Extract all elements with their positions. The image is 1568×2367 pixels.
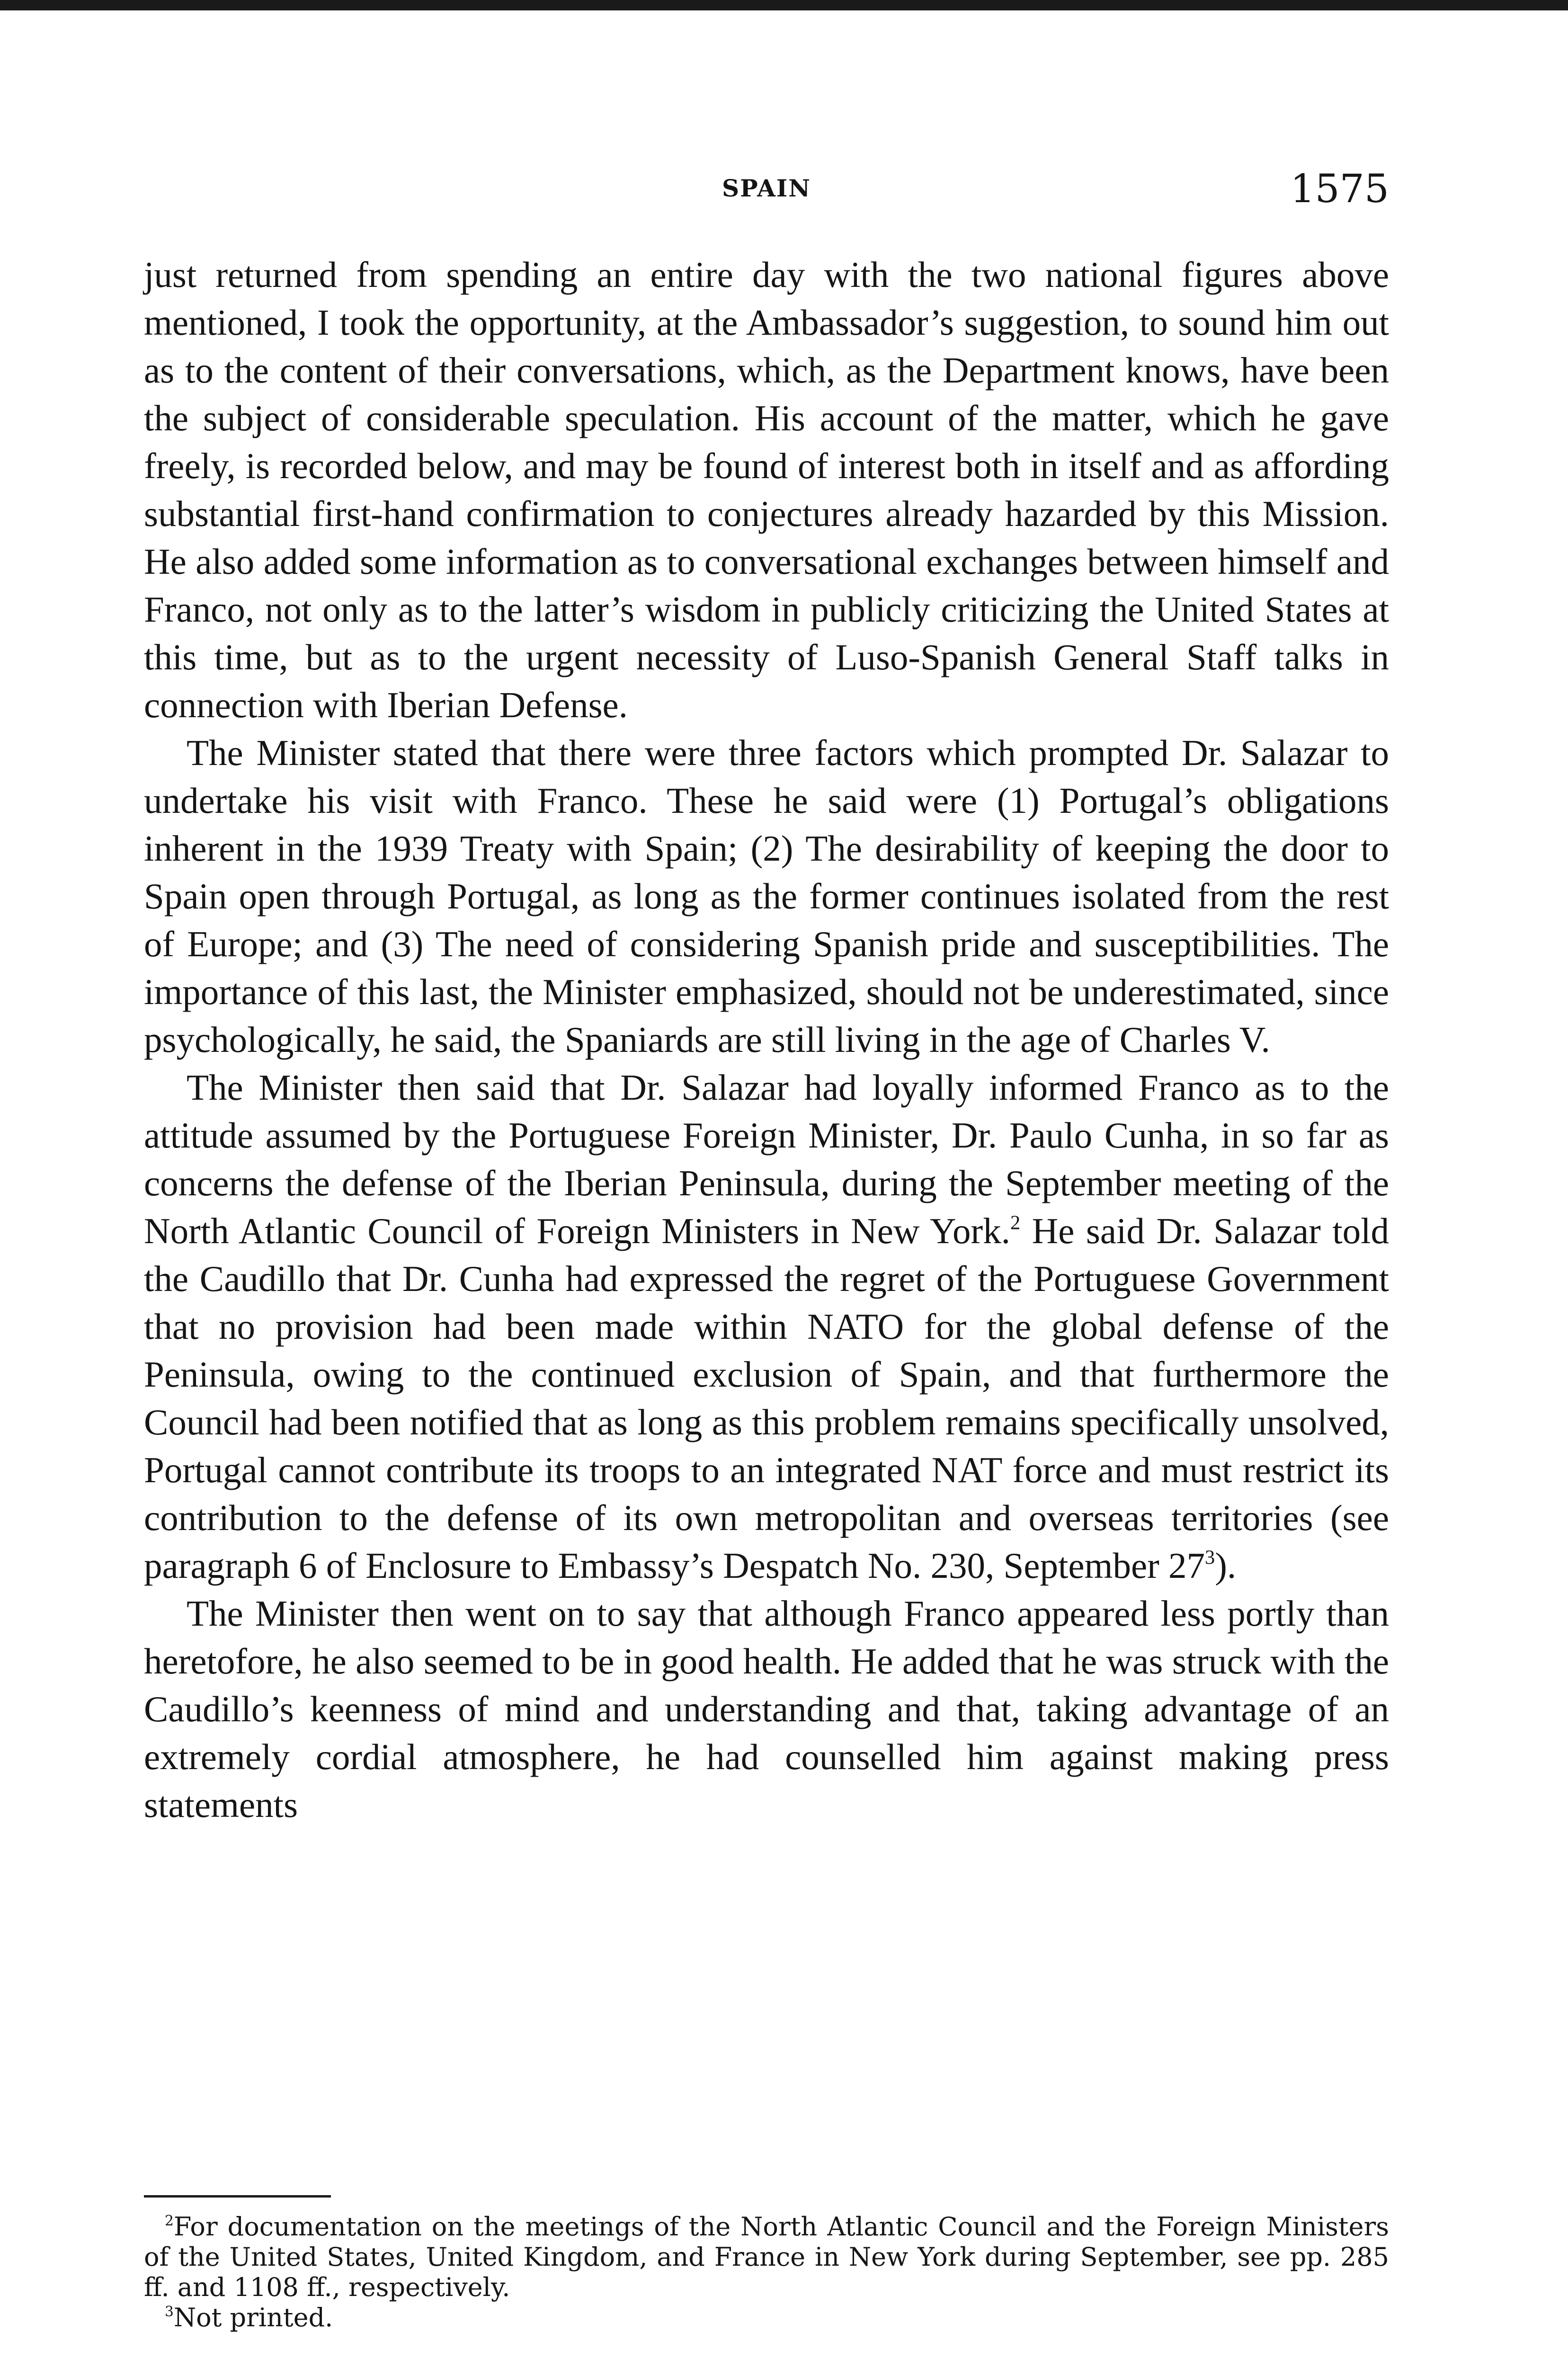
page-number: 1575 — [1290, 167, 1389, 212]
footnotes — [144, 2212, 1389, 2333]
body-text — [144, 251, 1389, 1829]
paragraph-1: just returned from spending an entire day with the two national figures above mentioned, I took the opportunity, at the Ambassador’s suggestion, to sound him out as to the content of their conversations, which, as the Department knows, have been the subject of considerable speculation. His account of the matter, which he gave freely, is recorded below, and may be found of interest both in itself and as affording substantial first-hand confirmation to conjectures already hazarded by this Mission. He also added some information as to conversational exchanges between himself and Franco, not only as to the latter’s wisdom in publicly criticizing the United States at this time, but as to the urgent necessity of Luso-Spanish General Staff talks in connection with Iberian Defense. — [144, 254, 1389, 725]
page-header — [144, 167, 1389, 214]
paragraph-4: The Minister then went on to say that although Franco appeared less portly than heretofore, he also seemed to be in good health. He added that he was struck with the Caudillo’s keenness of mind and understanding and that, taking advantage of an extremely cordial atmosphere, he had counselled him against making press statements — [144, 1593, 1389, 1825]
footnote-2-text: For documentation on the meetings of the North Atlantic Council and the Foreign Ministers of the United States, United Kingdom, and France in New York during September, see pp. 285 ff. and 1108 ff., respectively. — [144, 2212, 1389, 2302]
footnote-marker-3: 3 — [165, 2304, 174, 2321]
paragraph-3-part-3: ). — [1215, 1545, 1237, 1586]
footnote-reference-3: 3 — [1205, 1546, 1215, 1569]
footnote-reference-2: 2 — [1010, 1211, 1021, 1234]
document-page — [144, 0, 1389, 2367]
paragraph-3 — [144, 1064, 1389, 1590]
running-head: SPAIN — [722, 174, 811, 202]
paragraph-3-part-1: The Minister then said that Dr. Salazar had loyally informed Franco as to the attitude assumed by the Portuguese Foreign Minister, Dr. Paulo Cunha, in so far as concerns the defense of the Iberian Peninsula, during the September meeting of the North Atlantic Council of Foreign Ministers in New York. — [144, 1067, 1389, 1251]
footnote-3 — [144, 2303, 1389, 2333]
footnote-separator — [144, 2195, 331, 2198]
paragraph-3-part-2: He said Dr. Salazar told the Caudillo that Dr. Cunha had expressed the regret of the Portuguese Government that no provision had been made within NATO for the global defense of the Peninsula, owing to the continued exclusion of Spain, and that furthermore the Council had been notified that as long as this problem remains specifically unsolved, Portugal cannot contribute its troops to an integrated NAT force and must restrict its contribution to the defense of its own metropolitan and overseas territories (see paragraph 6 of Enclosure to Embassy’s Despatch No. 230, September 27 — [144, 1210, 1389, 1586]
footnote-2 — [144, 2212, 1389, 2303]
footnote-3-text: Not printed. — [173, 2303, 333, 2332]
paragraph-2: The Minister stated that there were three factors which prompted Dr. Salazar to undertake his visit with Franco. These he said were (1) Portugal’s obligations inherent in the 1939 Treaty with Spain; (2) The desirability of keeping the door to Spain open through Portugal, as long as the former continues isolated from the rest of Europe; and (3) The need of considering Spanish pride and susceptibilities. The importance of this last, the Minister emphasized, should not be underestimated, since psychologically, he said, the Spaniards are still living in the age of Charles V. — [144, 732, 1389, 1060]
footnote-marker-2: 2 — [165, 2213, 174, 2230]
